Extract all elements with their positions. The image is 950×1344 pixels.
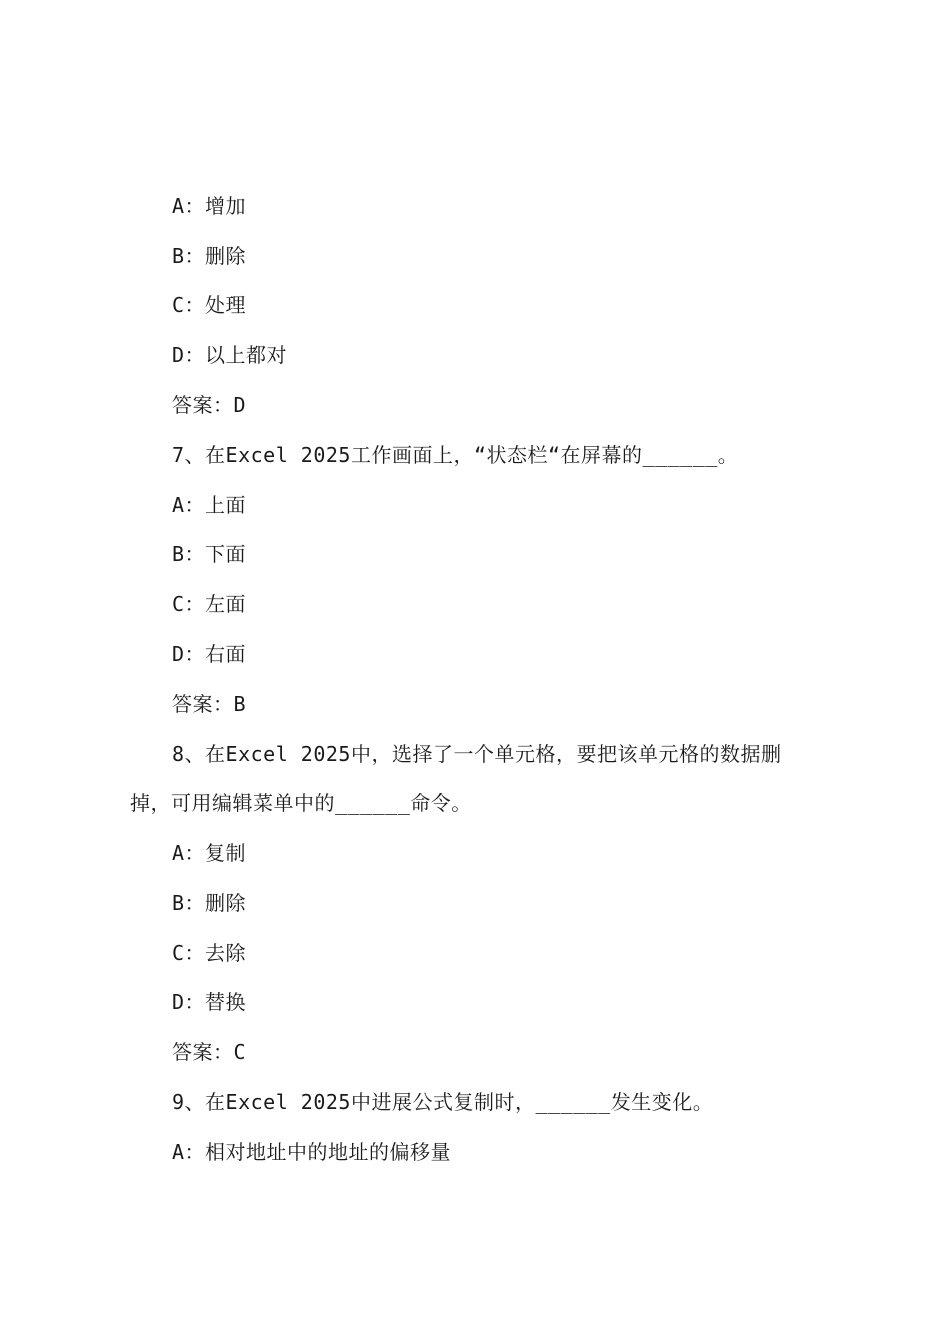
question-8-continued: 掉，可用编辑菜单中的______命令。 [130,791,472,815]
option-d-q7: D：右面 [172,642,247,666]
question-8: 8、在Excel 2025中，选择了一个单元格，要把该单元格的数据删 [172,742,782,766]
option-b-q6: B：删除 [172,244,247,268]
option-a-q6: A：增加 [172,194,247,218]
answer-q8: 答案：C [172,1040,247,1064]
option-c-q6: C：处理 [172,293,247,317]
option-a-q9: A：相对地址中的地址的偏移量 [172,1140,452,1164]
question-7: 7、在Excel 2025工作画面上，“状态栏“在屏幕的______。 [172,443,739,467]
option-d-q6: D：以上都对 [172,343,288,367]
option-a-q7: A：上面 [172,493,247,517]
answer-q7: 答案：B [172,692,247,716]
option-c-q8: C：去除 [172,941,247,965]
answer-q6: 答案：D [172,393,247,417]
option-d-q8: D：替换 [172,990,247,1014]
option-b-q7: B：下面 [172,542,247,566]
option-c-q7: C：左面 [172,592,247,616]
question-9: 9、在Excel 2025中进展公式复制时，______发生变化。 [172,1090,714,1114]
option-a-q8: A：复制 [172,841,247,865]
option-b-q8: B：删除 [172,891,247,915]
